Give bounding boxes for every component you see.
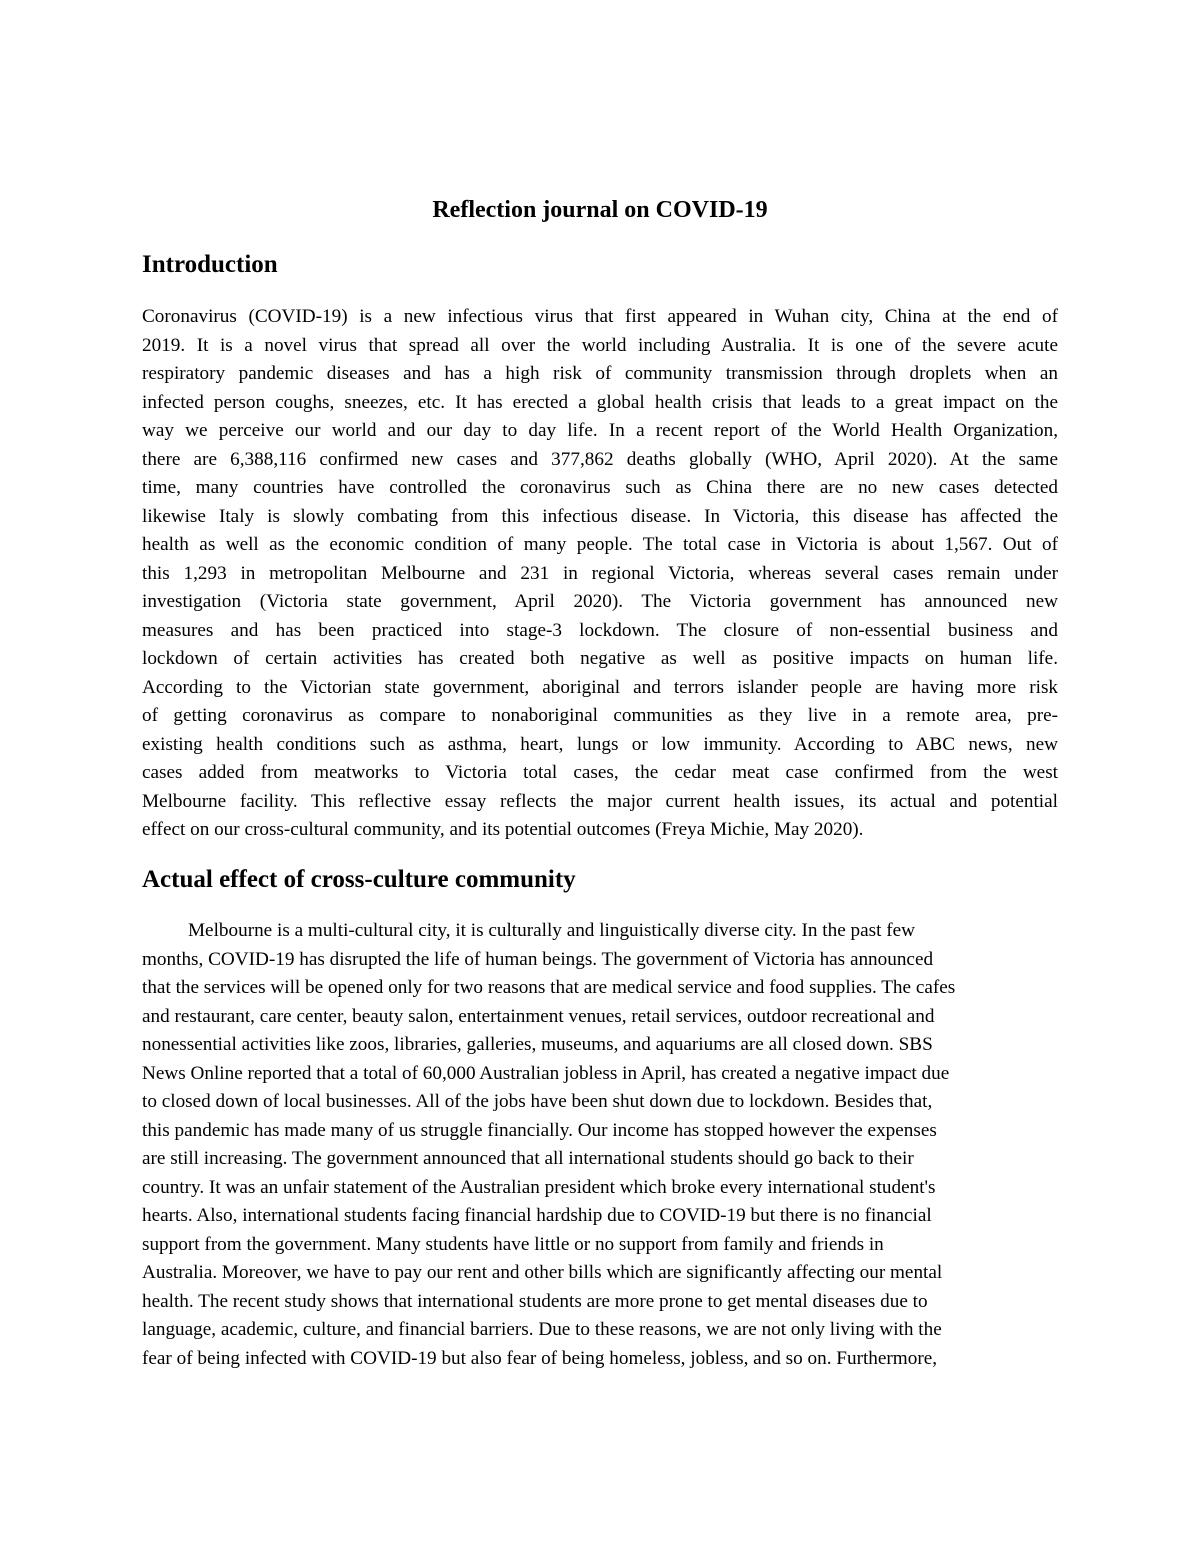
text-line: to closed down of local businesses. All of the jobs have been shut down due to lockdown. Besides that, — [142, 1091, 933, 1112]
text-line: 2019. It is a novel virus that spread all over the world including Australia. It is one of the severe acute — [142, 334, 1058, 356]
text-line: hearts. Also, international students facing financial hardship due to COVID-19 but there is no financial — [142, 1205, 932, 1226]
text-line: infected person coughs, sneezes, etc. It has erected a global health crisis that leads to a great impact on the — [142, 391, 1058, 413]
text-line: time, many countries have controlled the coronavirus such as China there are no new cases detected — [142, 477, 1058, 498]
text-line: News Online reported that a total of 60,000 Australian jobless in April, has created a negative impact due — [142, 1062, 950, 1084]
text-line: cases added from meatworks to Victoria total cases, the cedar meat case confirmed from the west — [142, 762, 1058, 783]
text-line: support from the government. Many students have little or no support from family and friends in — [142, 1233, 884, 1255]
text-line: Coronavirus (COVID-19) is a new infectious virus that first appeared in Wuhan city, China at the end of — [142, 306, 1058, 327]
actual-effect-paragraph — [142, 917, 1058, 1373]
text-line: language, academic, culture, and financial barriers. Due to these reasons, we are not only living with the — [142, 1319, 942, 1340]
text-line: health. The recent study shows that international students are more prone to get mental diseases due to — [142, 1290, 928, 1312]
text-line: existing health conditions such as asthma, heart, lungs or low immunity. According to ABC news, new — [142, 733, 1058, 755]
text-line: health as well as the economic condition of many people. The total case in Victoria is about 1,567. Out of — [142, 534, 1058, 555]
text-line: and restaurant, care center, beauty salon, entertainment venues, retail services, outdoor recreational and — [142, 1005, 935, 1027]
document-title: Reflection journal on COVID-19 — [432, 197, 768, 223]
section-heading-actual-effect: Actual effect of cross-culture community — [142, 866, 576, 893]
text-line: fear of being infected with COVID-19 but also fear of being homeless, jobless, and so on. Furthermore, — [142, 1347, 938, 1369]
text-line: likewise Italy is slowly combating from this infectious disease. In Victoria, this disease has affected the — [142, 505, 1058, 527]
text-line: effect on our cross-cultural community, and its potential outcomes (Freya Michie, May 2020). — [142, 819, 864, 840]
text-line: Australia. Moreover, we have to pay our rent and other bills which are significantly affecting our mental — [142, 1262, 943, 1283]
text-line: months, COVID-19 has disrupted the life of human beings. The government of Victoria has announced — [142, 948, 934, 970]
text-line: are still increasing. The government announced that all international students should go back to their — [142, 1148, 914, 1169]
text-line: nonessential activities like zoos, libraries, galleries, museums, and aquariums are all closed down. SBS — [142, 1034, 933, 1055]
text-line: of getting coronavirus as compare to nonaboriginal communities as they live in a remote area, pre- — [142, 705, 1058, 726]
text-line: respiratory pandemic diseases and has a high risk of community transmission through droplets when an — [142, 363, 1058, 384]
section-heading-introduction: Introduction — [142, 251, 278, 278]
text-line: measures and has been practiced into stage-3 lockdown. The closure of non-essential business and — [142, 619, 1058, 641]
text-line: this pandemic has made many of us struggle financially. Our income has stopped however the expenses — [142, 1119, 937, 1141]
text-line: this 1,293 in metropolitan Melbourne and 231 in regional Victoria, whereas several cases remain under — [142, 562, 1058, 584]
introduction-paragraph — [142, 303, 1058, 845]
text-line: there are 6,388,116 confirmed new cases and 377,862 deaths globally (WHO, April 2020). At the same — [142, 448, 1058, 470]
text-line: Melbourne is a multi-cultural city, it is culturally and linguistically diverse city. In the past few — [188, 920, 915, 941]
text-line: country. It was an unfair statement of the Australian president which broke every international student's — [142, 1176, 936, 1198]
text-line: that the services will be opened only for two reasons that are medical service and food supplies. The cafes — [142, 977, 956, 998]
text-line: Melbourne facility. This reflective essay reflects the major current health issues, its actual and potential — [142, 790, 1058, 812]
text-line: way we perceive our world and our day to day life. In a recent report of the World Health Organization, — [142, 420, 1058, 441]
text-line: investigation (Victoria state government, April 2020). The Victoria government has announced new — [142, 591, 1058, 612]
text-line: lockdown of certain activities has created both negative as well as positive impacts on human life. — [142, 648, 1058, 669]
text-line: According to the Victorian state government, aboriginal and terrors islander people are having more risk — [142, 676, 1058, 698]
